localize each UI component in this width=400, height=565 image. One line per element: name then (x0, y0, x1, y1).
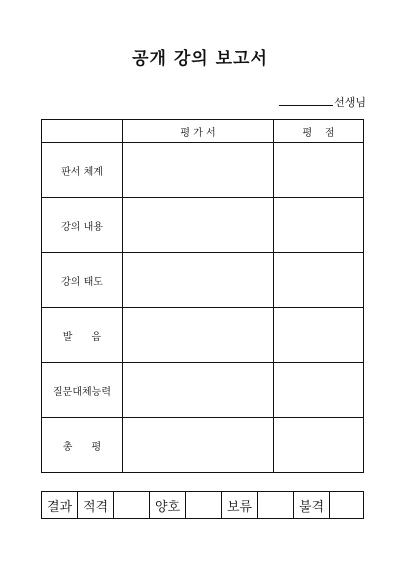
evaluation-cell[interactable] (123, 363, 274, 418)
result-check-qualified[interactable] (114, 492, 150, 519)
score-cell[interactable] (274, 363, 364, 418)
evaluation-cell[interactable] (123, 198, 274, 253)
table-row (42, 308, 364, 363)
evaluation-cell[interactable] (123, 308, 274, 363)
table-row (42, 198, 364, 253)
header-evaluation: 평 가 서 (123, 120, 274, 143)
row-label-lecture-content: 강의 내용 (42, 198, 123, 253)
result-check-good[interactable] (186, 492, 222, 519)
row-label-question-handling: 질문대체능력 (42, 363, 123, 418)
evaluation-cell[interactable] (123, 418, 274, 473)
score-cell[interactable] (274, 308, 364, 363)
teacher-name-blank[interactable] (279, 94, 333, 106)
table-row (42, 363, 364, 418)
row-label-lecture-attitude: 강의 태도 (42, 253, 123, 308)
result-option-good: 양호 (150, 492, 186, 519)
result-option-qualified: 적격 (78, 492, 114, 519)
score-cell[interactable] (274, 418, 364, 473)
score-cell[interactable] (274, 253, 364, 308)
header-score: 평 점 (274, 120, 364, 143)
teacher-signature-line (279, 94, 366, 110)
document-title: 공개 강의 보고서 (132, 49, 268, 69)
evaluation-table (41, 119, 364, 473)
score-cell[interactable] (274, 198, 364, 253)
evaluation-cell[interactable] (123, 253, 274, 308)
row-label-pronunciation: 발 음 (42, 308, 123, 363)
table-row (42, 253, 364, 308)
evaluation-cell[interactable] (123, 143, 274, 198)
result-option-pending: 보류 (222, 492, 258, 519)
result-label: 결과 (42, 492, 78, 519)
evaluation-header-row (42, 120, 364, 143)
result-row (42, 492, 364, 519)
score-cell[interactable] (274, 143, 364, 198)
table-row (42, 143, 364, 198)
result-option-fail: 불격 (294, 492, 330, 519)
result-check-pending[interactable] (258, 492, 294, 519)
header-blank-cell (42, 120, 123, 143)
table-row (42, 418, 364, 473)
teacher-suffix: 선생님 (334, 96, 366, 109)
row-label-overall: 총 평 (42, 418, 123, 473)
result-table (41, 491, 364, 519)
result-check-fail[interactable] (330, 492, 364, 519)
row-label-board-writing: 판서 체계 (42, 143, 123, 198)
